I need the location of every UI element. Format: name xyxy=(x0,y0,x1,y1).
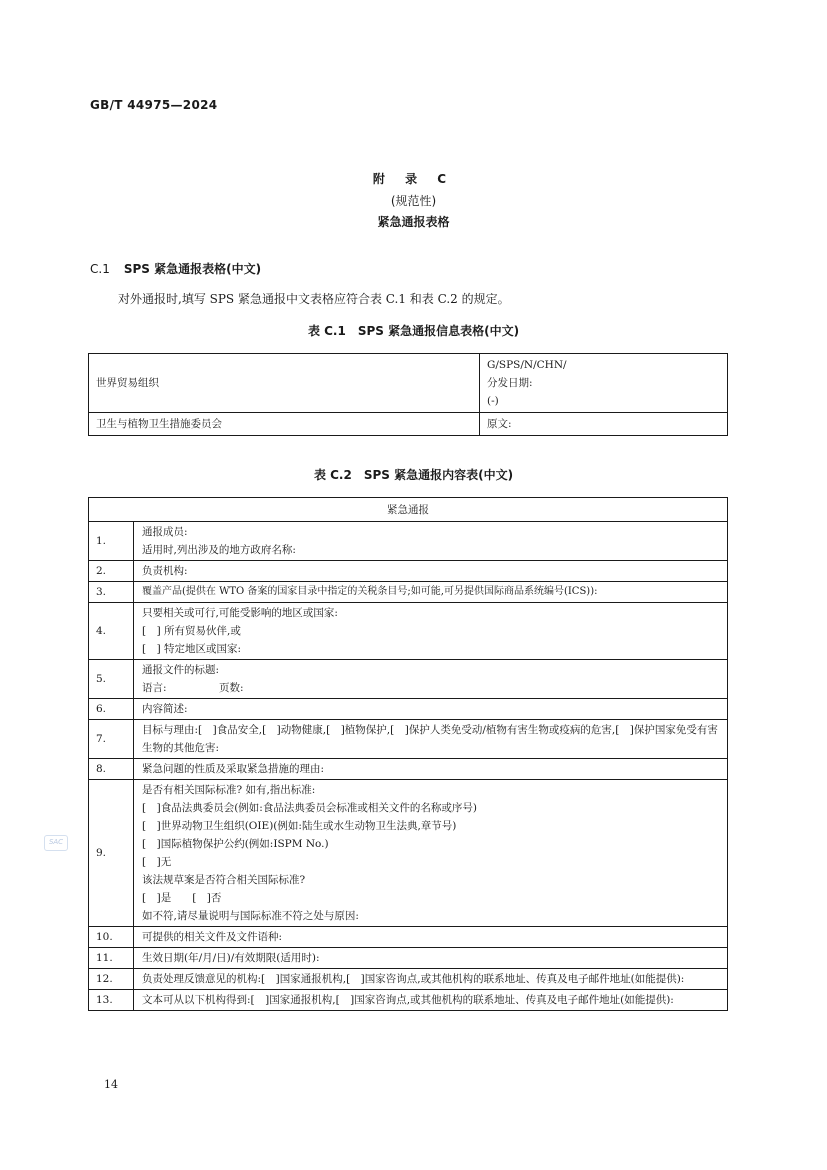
section-title: SPS 紧急通报表格(中文) xyxy=(123,262,262,276)
table-header: 紧急通报 xyxy=(89,498,728,522)
cell-line: [ ]无 xyxy=(142,856,172,868)
table-row xyxy=(89,660,728,699)
row-content xyxy=(134,561,728,582)
table-row xyxy=(89,413,728,436)
cell-line: 分发日期: xyxy=(487,377,533,389)
annex-type: (规范性) xyxy=(390,194,437,208)
cell-line: [ ]国际植物保护公约(例如:ISPM No.) xyxy=(142,838,329,850)
cell-line: 通报文件的标题: xyxy=(142,664,220,676)
row-number: 1. xyxy=(89,522,134,561)
row-number: 6. xyxy=(89,699,134,720)
cell-line: 文本可从以下机构得到:[ ]国家通报机构,[ ]国家咨询点,或其他机构的联系地址、传真及电子邮件地址(如能提供): xyxy=(142,994,674,1006)
row-content xyxy=(134,990,728,1011)
row-content xyxy=(134,948,728,969)
cell-line: 负责机构: xyxy=(142,565,188,577)
table-cell xyxy=(480,354,728,413)
table-cell: 世界贸易组织 xyxy=(89,354,480,413)
table-cell xyxy=(480,413,728,436)
row-content xyxy=(134,522,728,561)
cell-line: (-) xyxy=(487,395,499,407)
row-content xyxy=(134,660,728,699)
row-number: 4. xyxy=(89,603,134,660)
table-c2-caption: 表 C.2 SPS 紧急通报内容表(中文) xyxy=(313,468,514,482)
cell-line: 如不符,请尽量说明与国际标准不符之处与原因: xyxy=(142,910,359,922)
row-number: 10. xyxy=(89,927,134,948)
cell-line: 通报成员: xyxy=(142,526,188,538)
cell-line: 覆盖产品(提供在 WTO 备案的国家目录中指定的关税条目号;如可能,可另提供国际商品系统编号(ICS)): xyxy=(142,586,598,597)
cell-line: [ ]是 [ ]否 xyxy=(142,892,222,904)
cell-line: [ ]世界动物卫生组织(OIE)(例如:陆生或水生动物卫生法典,章节号) xyxy=(142,820,457,832)
row-content xyxy=(134,603,728,660)
cell-line: 内容简述: xyxy=(142,703,188,715)
table-cell: 卫生与植物卫生措施委员会 xyxy=(89,413,480,436)
row-number: 12. xyxy=(89,969,134,990)
row-content xyxy=(134,759,728,780)
watermark-stamp: SAC xyxy=(44,835,68,851)
table-c2 xyxy=(88,497,728,1011)
row-number: 9. xyxy=(89,780,134,927)
table-row xyxy=(89,948,728,969)
cell-line: 负责处理反馈意见的机构:[ ]国家通报机构,[ ]国家咨询点,或其他机构的联系地址、传真及电子邮件地址(如能提供): xyxy=(142,973,685,985)
standard-number: GB/T 44975—2024 xyxy=(90,98,218,112)
cell-line: 该法规草案是否符合相关国际标准? xyxy=(142,874,306,886)
table-row xyxy=(89,927,728,948)
section-number: C.1 xyxy=(90,262,110,276)
table-row xyxy=(89,699,728,720)
cell-line: [ ] 特定地区或国家: xyxy=(142,643,242,655)
table-row xyxy=(89,990,728,1011)
cell-line: [ ]食品法典委员会(例如:食品法典委员会标准或相关文件的名称或序号) xyxy=(142,802,477,814)
cell-line: 紧急问题的性质及采取紧急措施的理由: xyxy=(142,763,325,775)
row-content xyxy=(134,699,728,720)
table-row xyxy=(89,969,728,990)
section-heading xyxy=(90,260,261,277)
annex-name: 紧急通报表格 xyxy=(377,215,450,229)
row-content xyxy=(134,780,728,927)
table-c1-caption: 表 C.1 SPS 紧急通报信息表格(中文) xyxy=(307,324,520,338)
cell-line: 可提供的相关文件及文件语种: xyxy=(142,931,283,943)
table-row xyxy=(89,522,728,561)
body-paragraph: 对外通报时,填写 SPS 紧急通报中文表格应符合表 C.1 和表 C.2 的规定。 xyxy=(118,292,510,306)
row-number: 7. xyxy=(89,720,134,759)
row-content xyxy=(134,927,728,948)
table-row xyxy=(89,720,728,759)
cell-line: 语言: 页数: xyxy=(142,682,244,694)
cell-line: 原文: xyxy=(487,418,512,430)
annex-title: 附 录 C xyxy=(372,172,455,186)
table-header-row xyxy=(89,498,728,522)
row-content xyxy=(134,969,728,990)
table-row xyxy=(89,603,728,660)
cell-line: G/SPS/N/CHN/ xyxy=(487,359,567,371)
table-c1 xyxy=(88,353,728,436)
cell-line: 是否有相关国际标准? 如有,指出标准: xyxy=(142,784,316,796)
row-content xyxy=(134,582,728,603)
row-number: 5. xyxy=(89,660,134,699)
table-row xyxy=(89,582,728,603)
table-row xyxy=(89,561,728,582)
row-number: 8. xyxy=(89,759,134,780)
cell-line: 目标与理由:[ ]食品安全,[ ]动物健康,[ ]植物保护,[ ]保护人类免受动/植物有害生物或疫病的危害,[ ]保护国家免受有害生物的其他危害: xyxy=(142,724,718,754)
row-content xyxy=(134,720,728,759)
row-number: 3. xyxy=(89,582,134,603)
cell-line: 生效日期(年/月/日)/有效期限(适用时): xyxy=(142,952,320,964)
cell-line: 适用时,列出涉及的地方政府名称: xyxy=(142,544,296,556)
row-number: 2. xyxy=(89,561,134,582)
cell-line: [ ] 所有贸易伙伴,或 xyxy=(142,625,241,637)
table-row xyxy=(89,354,728,413)
row-number: 13. xyxy=(89,990,134,1011)
table-row xyxy=(89,759,728,780)
cell-line: 只要相关或可行,可能受影响的地区或国家: xyxy=(142,607,338,619)
row-number: 11. xyxy=(89,948,134,969)
table-row xyxy=(89,780,728,927)
page-number: 14 xyxy=(104,1078,118,1091)
